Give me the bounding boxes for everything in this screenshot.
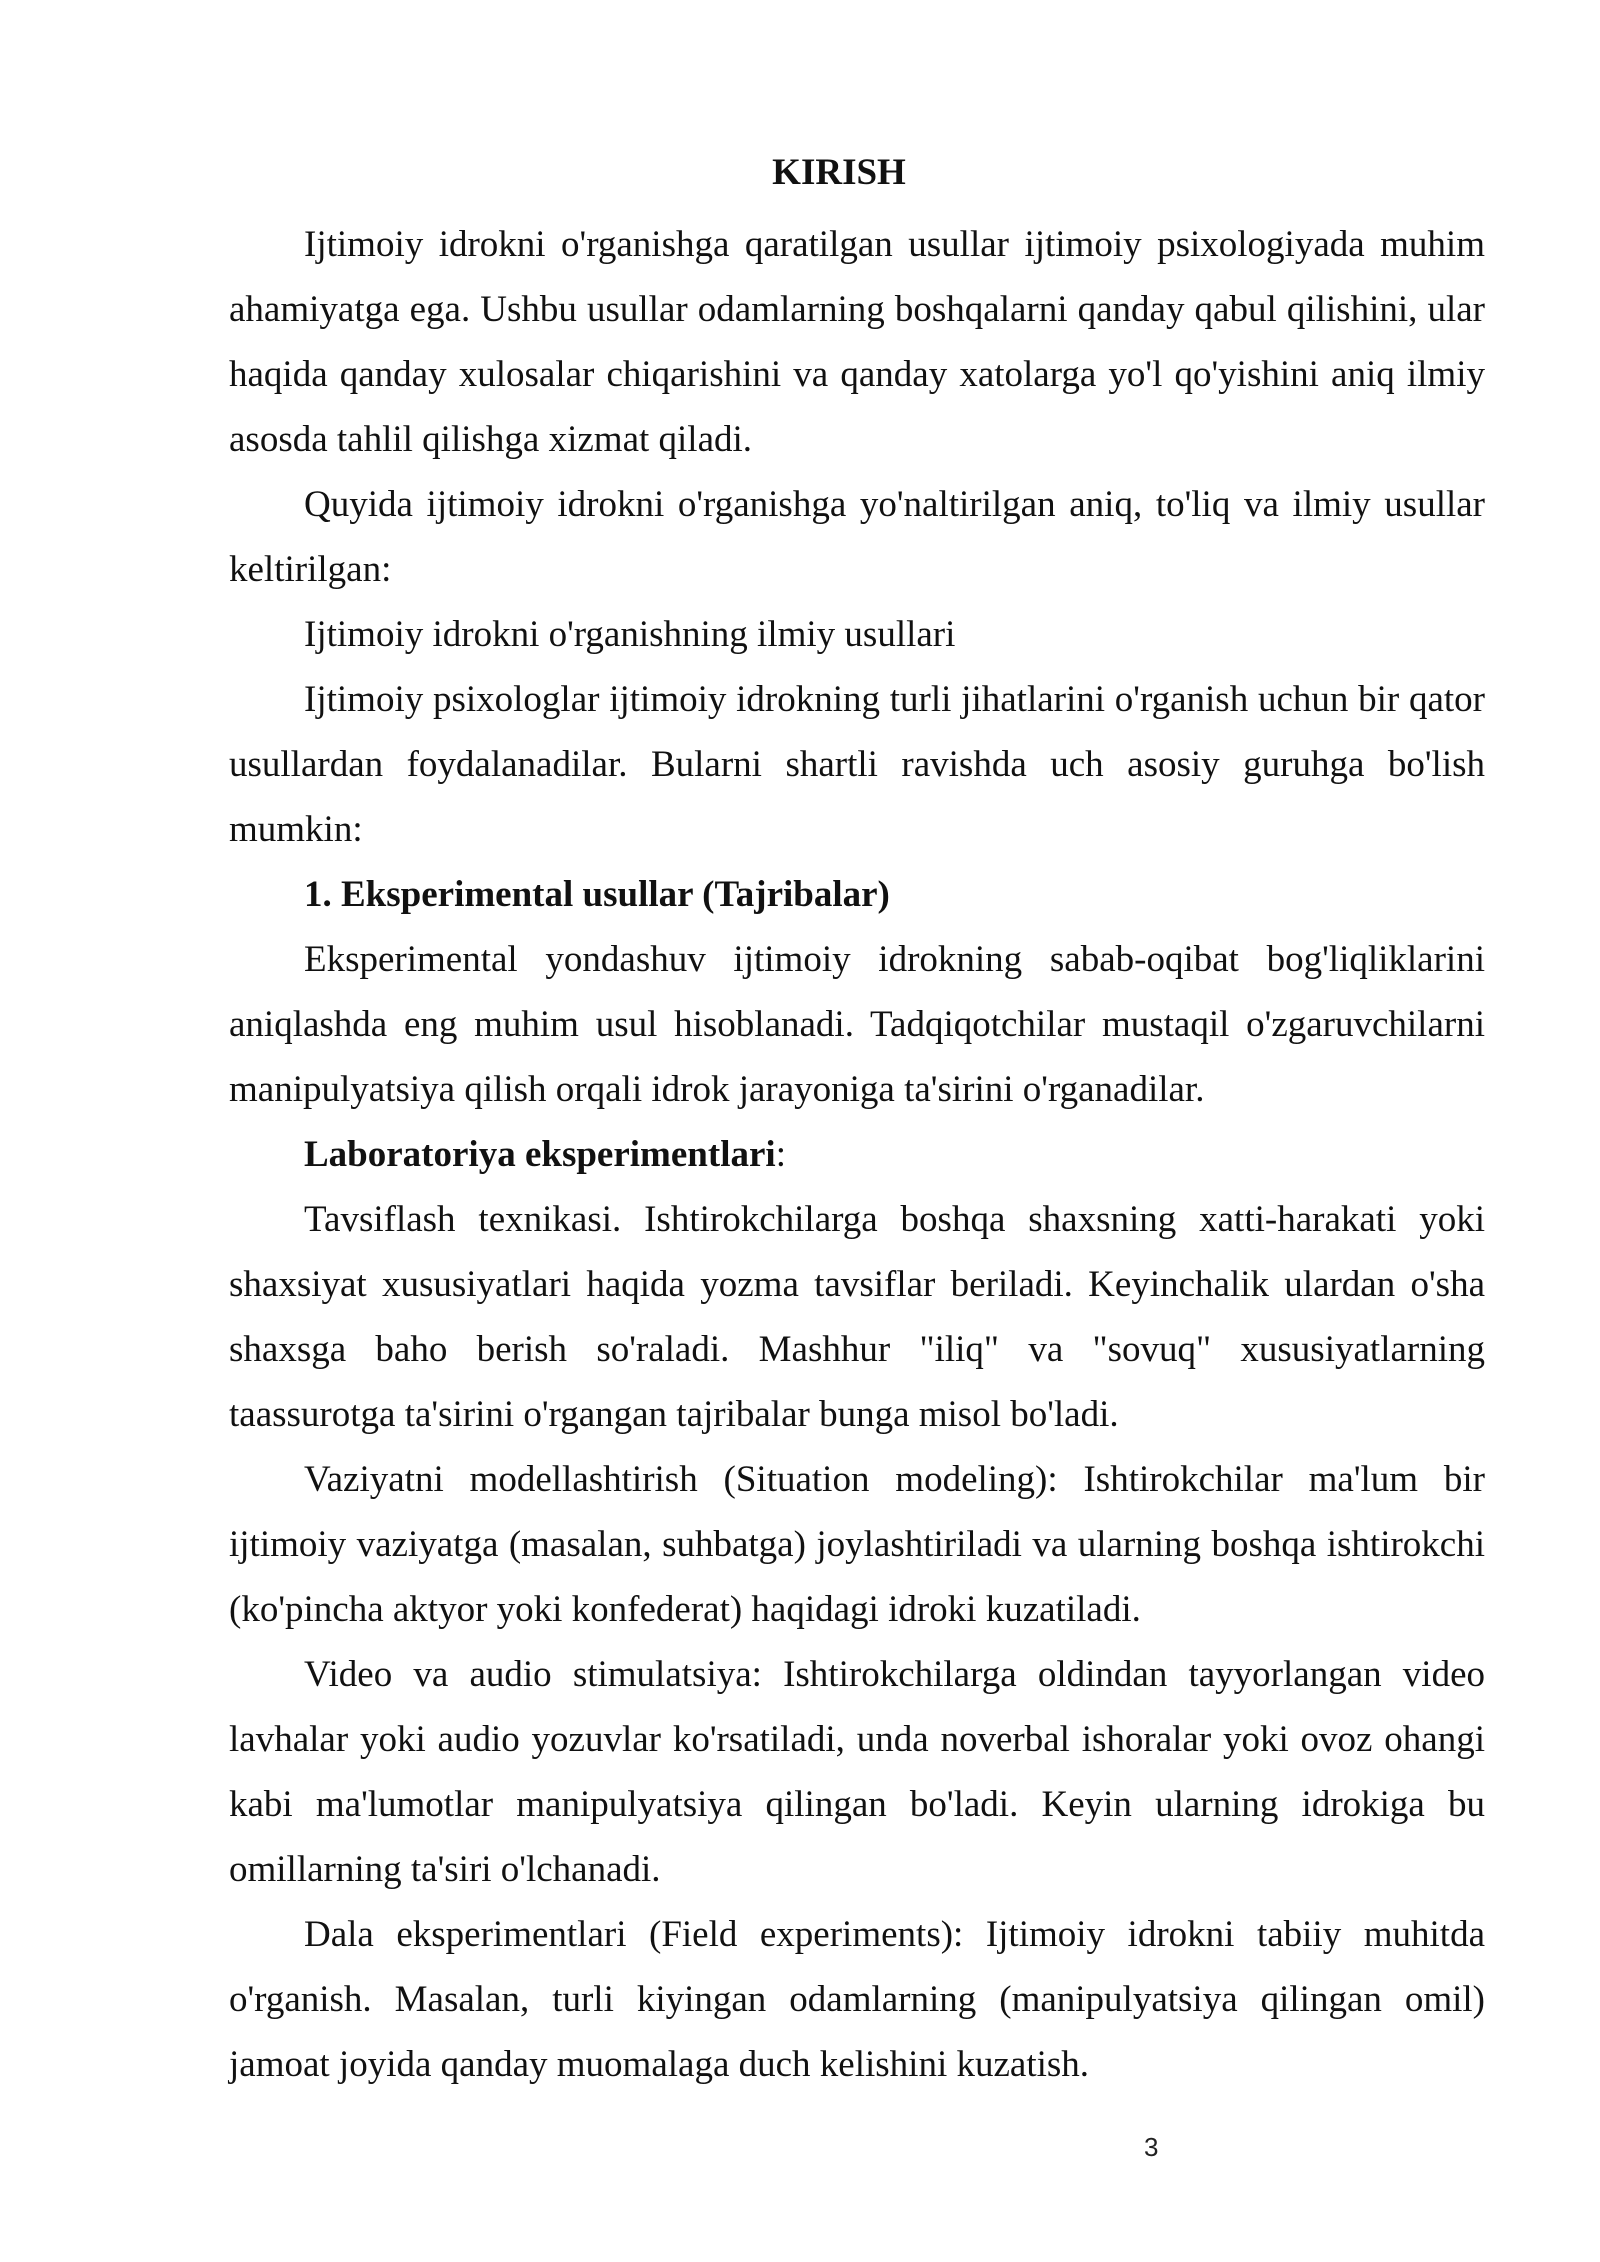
methods-intro-paragraph: Quyida ijtimoiy idrokni o'rganishga yo'naltirilgan aniq, to'liq va ilmiy usullar keltirilgan: — [229, 484, 1485, 590]
lab-heading-colon: : — [775, 1134, 786, 1175]
lab-heading — [229, 1122, 1485, 1187]
situation-modeling-paragraph: Vaziyatni modellashtirish (Situation modeling): Ishtirokchilar ma'lum bir ijtimoiy vaziyatga (masalan, suhbatga) joylashtiriladi va ularning boshqa ishtirokchi (ko'pincha aktyor yoki konfederat) haqidagi idroki kuzatiladi. — [229, 1459, 1485, 1630]
intro-paragraph: Ijtimoiy idrokni o'rganishga qaratilgan usullar ijtimoiy psixologiyada muhim ahamiyatga ega. Ushbu usullar odamlarning boshqalarni qanday qabul qilishini, ular haqida qanday xulosalar chiqarishini va qanday xatolarga yo'l qo'yishini aniq ilmiy asosda tahlil qilishga xizmat qiladi. — [229, 224, 1485, 460]
groups-paragraph: Ijtimoiy psixologlar ijtimoiy idrokning turli jihatlarini o'rganish uchun bir qator usullardan foydalanadilar. Bularni shartli ravishda uch asosiy guruhga bo'lish mumkin: — [229, 679, 1485, 850]
experimental-paragraph: Eksperimental yondashuv ijtimoiy idrokning sabab-oqibat bog'liqliklarini aniqlashda eng muhim usul hisoblanadi. Tadqiqotchilar mustaqil o'zgaruvchilarni manipulyatsiya qilish orqali idrok jarayoniga ta'sirini o'rganadilar. — [229, 939, 1485, 1110]
description-technique-paragraph: Tavsiflash texnikasi. Ishtirokchilarga boshqa shaxsning xatti-harakati yoki shaxsiyat xususiyatlari haqida yozma tavsiflar beriladi. Keyinchalik ulardan o'sha shaxsga baho berish so'raladi. Mashhur "iliq" va "sovuq" xususiyatlarning taassurotga ta'sirini o'rgangan tajribalar bunga misol bo'ladi. — [229, 1199, 1485, 1435]
page-number: 3 — [1144, 2132, 1159, 2162]
page-title: KIRISH — [772, 152, 906, 193]
section-heading: Ijtimoiy idrokni o'rganishning ilmiy usullari — [304, 614, 956, 655]
lab-heading-text: Laboratoriya eksperimentlari — [304, 1134, 776, 1175]
video-audio-paragraph: Video va audio stimulatsiya: Ishtirokchilarga oldindan tayyorlangan video lavhalar yoki audio yozuvlar ko'rsatiladi, unda noverbal ishoralar yoki ovoz ohangi kabi ma'lumotlar manipulyatsiya qilingan bo'ladi. Keyin ularning idrokiga bu omillarning ta'siri o'lchanadi. — [229, 1654, 1485, 1890]
document-page — [229, 148, 1485, 2097]
field-experiments-paragraph: Dala eksperimentlari (Field experiments): Ijtimoiy idrokni tabiiy muhitda o'rganish. Masalan, turli kiyingan odamlarning (manipulyatsiya qilingan omil) jamoat joyida qanday muomalaga duch kelishini kuzatish. — [229, 1914, 1485, 2085]
subsection-heading: 1. Eksperimental usullar (Tajribalar) — [304, 874, 890, 915]
